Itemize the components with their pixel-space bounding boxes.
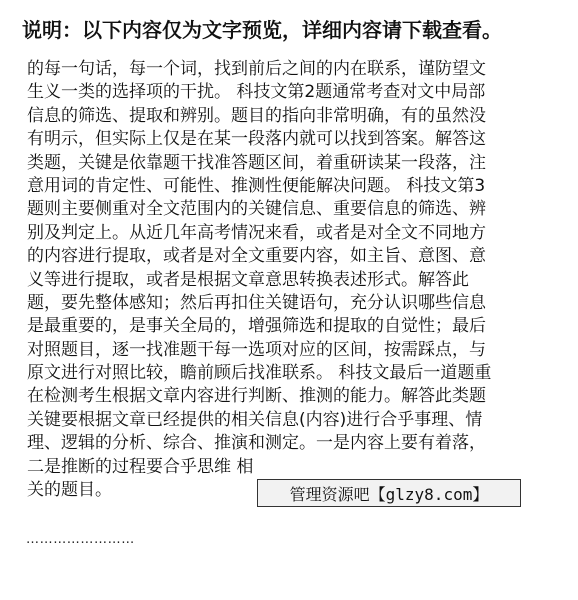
text-line: 题，要先整体感知；然后再扣住关键语句，充分认识哪些信息	[27, 292, 486, 313]
document-body	[27, 58, 552, 502]
text-line: 的每一句话，每一个词，找到前后之间的内在联系，谨防望文	[27, 59, 486, 79]
continuation-dots: ……………………	[26, 532, 135, 547]
text-line: 信息的筛选、提取和辨别。题目的指向非常明确，有的虽然没	[27, 105, 486, 126]
text-line: 有明示，但实际上仅是在某一段落内就可以找到答案。解答这	[27, 129, 486, 150]
preview-notice: 说明：以下内容仅为文字预览，详细内容请下载查看。	[22, 18, 502, 42]
text-line: 义等进行提取，或者是根据文章意思转换表述形式。解答此	[27, 269, 469, 290]
text-line: 关的题目。	[27, 480, 112, 501]
text-line: 是最重要的，是事关全局的，增强筛选和提取的自觉性；最后	[27, 316, 486, 337]
text-line: 理、逻辑的分析、综合、推演和测定。一是内容上要有着落，	[27, 433, 486, 454]
text-line: 类题，关键是依靠题干找准答题区间，着重研读某一段落，注	[27, 152, 486, 173]
text-line: 别及判定上。从近几年高考情况来看，或者是对全文不同地方	[27, 222, 486, 243]
text-line: 题则主要侧重对全文范围内的关键信息、重要信息的筛选、辨	[27, 199, 486, 220]
text-line: 在检测考生根据文章内容进行判断、推测的能力。解答此类题	[27, 386, 486, 407]
text-line: 关键要根据文章已经提供的相关信息(内容)进行合乎事理、情	[27, 409, 483, 430]
text-line: 二是推断的过程要合乎思维 相	[27, 456, 254, 477]
watermark-banner: 管理资源吧【glzy8.com】	[257, 479, 521, 507]
text-line: 对照题目，逐一找准题干每一选项对应的区间，按需踩点，与	[27, 339, 486, 360]
text-line: 的内容进行提取，或者是对全文重要内容，如主旨、意图、意	[27, 246, 486, 267]
text-line: 意用词的肯定性、可能性、推测性便能解决问题。 科技文第3	[27, 175, 486, 196]
text-line: 生义一类的选择项的干扰。 科技文第2题通常考查对文中局部	[27, 82, 486, 103]
text-line: 原文进行对照比较，瞻前顾后找准联系。 科技文最后一道题重	[27, 363, 492, 384]
